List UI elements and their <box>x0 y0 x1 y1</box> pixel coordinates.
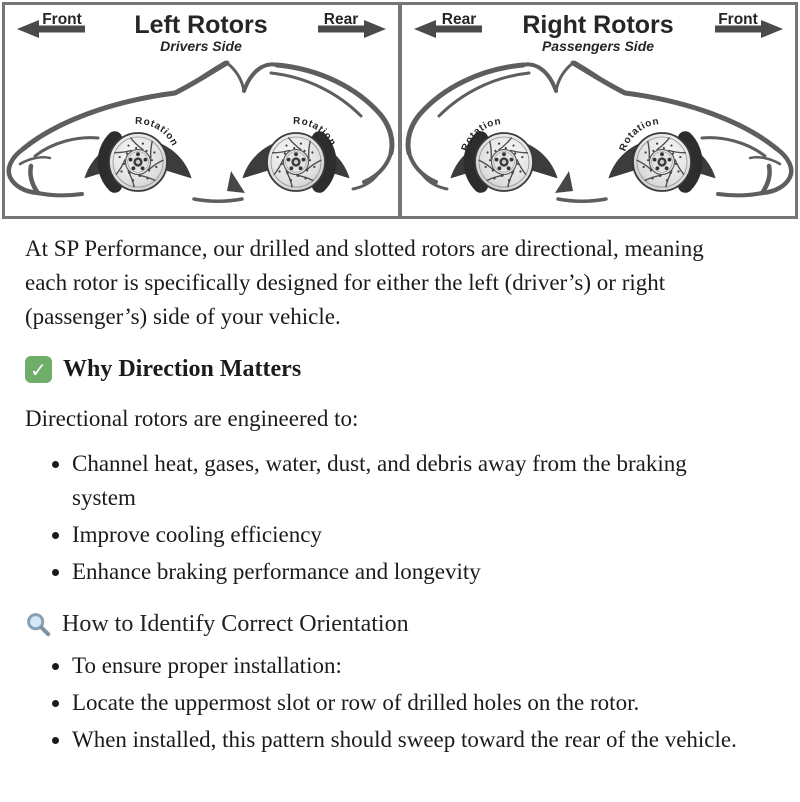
rotation-label: Rotation <box>459 116 503 153</box>
page <box>0 2 800 802</box>
section2-bullet-list <box>25 649 770 757</box>
bullet-item: • Locate the uppermost slot or row of drilled holes on the rotor. <box>72 686 752 720</box>
section-heading-identify-orientation <box>25 611 770 638</box>
left-panel-title: Left Rotors <box>134 11 268 39</box>
right-panel-title: Right Rotors <box>522 11 674 39</box>
section1-heading-text: Why Direction Matters <box>63 356 302 382</box>
left-panel-front-label: Front <box>42 11 82 28</box>
section2-heading-text: How to Identify Correct Orientation <box>62 611 409 637</box>
rotation-label: Rotation <box>617 116 661 153</box>
section-heading-why-direction-matters <box>25 356 770 383</box>
left-rotors-panel <box>5 5 398 216</box>
rotation-label: Rotation <box>134 115 181 149</box>
rotation-label: Rotation <box>292 115 339 149</box>
left-panel-subtitle: Drivers Side <box>160 38 242 54</box>
right-panel-front-label: Front <box>718 11 758 28</box>
check-mark-icon <box>25 356 52 383</box>
bullet-item: • To ensure proper installation: <box>72 649 752 683</box>
section1-bullet-list <box>25 447 770 589</box>
bullet-item: • Enhance braking performance and longevity <box>72 555 752 589</box>
magnifying-glass-icon <box>25 611 52 638</box>
right-rotors-panel <box>402 5 795 216</box>
rotor-direction-diagram <box>2 2 798 219</box>
bullet-item: • When installed, this pattern should sweep toward the rear of the vehicle. <box>72 723 752 757</box>
section1-lead: Directional rotors are engineered to: <box>25 406 359 431</box>
bullet-item: • Improve cooling efficiency <box>72 518 752 552</box>
intro-paragraph: At SP Performance, our drilled and slotted rotors are directional, meaning each rotor is specifically designed for either the left (driver’s) or right (passenger’s) side of your vehicle. <box>25 236 704 329</box>
left-panel-rear-label: Rear <box>323 11 359 28</box>
check-glyph: ✓ <box>30 357 47 382</box>
article <box>0 232 800 757</box>
right-panel-rear-label: Rear <box>441 11 477 28</box>
bullet-item: • Channel heat, gases, water, dust, and debris away from the braking system <box>72 447 752 515</box>
right-panel-subtitle: Passengers Side <box>541 38 655 54</box>
